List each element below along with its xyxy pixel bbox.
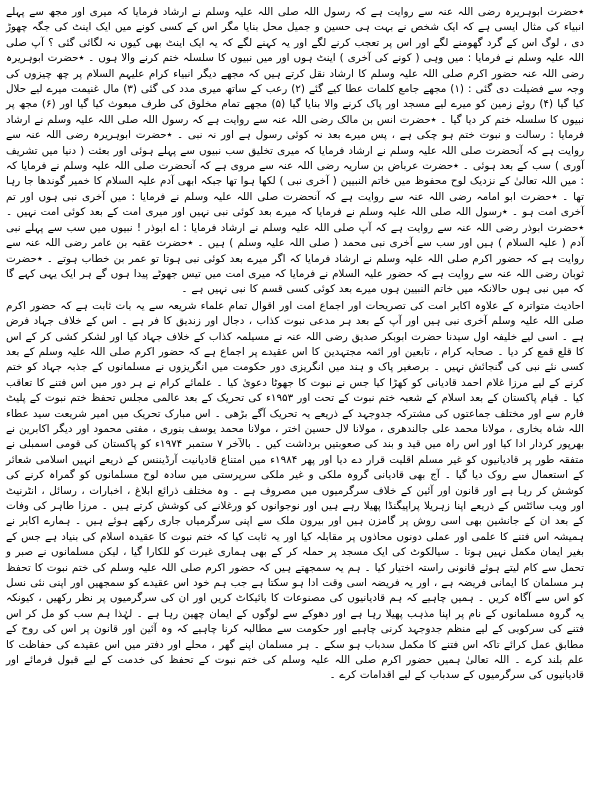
commentary-paragraph: احادیث متواترہ کے علاوہ اکابر امت کی تصریحات اور اجماع امت اور اقوال تمام علماء شریعہ سے یہ بات ثابت ہے کہ حضور اکرم صلی اللہ علیہ وسلم آخری نبی ہیں اور آپ کے بعد ہر مدعی نبوت کذاب ، دجال اور زندیق کا فر ہے ۔ اس کے خلاف جہاد فرض ہے ۔ اسی لیے خلیفہ اول سیدنا حضرت ابوبکر صدیق رضی اللہ عنہ نے مسیلمہ کذاب کے خلاف جہاد کیا اور لشکر کشی کر کے اس کا قلع قمع کر دیا ۔ صحابہ کرام ، تابعین اور ائمہ مجتہدین کا اس عقیدے پر اجماع ہے کہ حضور اکرم صلی اللہ علیہ وسلم کے بعد کسی نئے نبی کی گنجائش نہیں ۔ برصغیر پاک و ہند میں انگریزی دور حکومت میں انگریزوں نے مسلمانوں کے جذبہ جہاد کو ختم کرنے کے لیے مرزا غلام احمد قادیانی کو کھڑا کیا جس نے نبوت کا جھوٹا دعویٰ کیا ۔ علمائے کرام نے ہر دور میں اس فتنے کا تعاقب کیا ۔ قیام پاکستان کے بعد اسلام کے شعبہ ختم نبوت کے تحت اور ۱۹۵۳ء کی تحریک کے بعد عالمی مجلس تحفظ ختم نبوت کے پلیٹ فارم سے اور مختلف جماعتوں کی مشترکہ جدوجہد کے ذریعے یہ تحریک آگے بڑھی ۔ اس مبارک تحریک میں امیر شریعت سید عطاء اللہ شاہ بخاری ، مولانا محمد علی جالندھری ، مولانا لال حسین اختر ، مولانا محمد یوسف بنوری ، مفتی محمود اور دیگر اکابرین نے بھرپور کردار ادا کیا اور اس راہ میں قید و بند کی صعوبتیں برداشت کیں ۔ بالآخر ۷ ستمبر ۱۹۷۴ء کو پاکستان کی قومی اسمبلی نے متفقہ طور پر قادیانیوں کو غیر مسلم اقلیت قرار دے دیا اور پھر ۱۹۸۴ء میں امتناع قادیانیت آرڈیننس کے ذریعے انہیں اسلامی شعائر کے استعمال سے روک دیا گیا ۔ آج بھی قادیانی گروہ ملکی و غیر ملکی سرپرستی میں سادہ لوح مسلمانوں کو گمراہ کرنے کی کوشش کر رہا ہے اور قانون اور آئین کے خلاف سرگرمیوں میں مصروف ہے ۔ وہ مختلف ذرائع ابلاغ ، اخبارات ، رسائل ، انٹرنیٹ اور ویب سائٹس کے ذریعے اپنا زہریلا پراپیگنڈا پھیلا رہے ہیں اور نوجوانوں کو ورغلانے کی کوشش کرتے ہیں ۔ مرزا طاہر کی وفات کے بعد ان کے جانشین بھی اسی روش پر گامزن ہیں اور بیرون ملک سے اپنی سرگرمیاں جاری رکھے ہوئے ہیں ۔ ہمارے اکابر نے ہمیشہ اس فتنے کا علمی اور عملی دونوں محاذوں پر مقابلہ کیا اور یہ ثابت کیا کہ ختم نبوت کا عقیدہ اسلام کی بنیاد ہے جس کے بغیر ایمان مکمل نہیں ہوتا ۔ سیالکوٹ کی ایک مسجد پر حملہ کر کے بھی ہماری غیرت کو للکارا گیا ، لیکن مسلمانوں نے صبر و تحمل سے کام لیتے ہوئے قانونی راستہ اختیار کیا ۔ ہم یہ سمجھتے ہیں کہ حضور اکرم صلی اللہ علیہ وسلم کی ختم نبوت کا تحفظ ہر مسلمان کا ایمانی فریضہ ہے ، اور یہ فریضہ اسی وقت ادا ہو سکتا ہے جب ہم خود اس عقیدے کو سمجھیں اور اپنی نئی نسل کو اس سے آگاہ کریں ۔ ہمیں چاہیے کہ ہم قادیانیوں کی مصنوعات کا بائیکاٹ کریں اور ان کی سرگرمیوں پر نظر رکھیں ، کیونکہ یہ گروہ مسلمانوں کے نام پر اپنا مذہب پھیلا رہا ہے اور دھوکے سے لوگوں کے ایمان چھین رہا ہے ۔ لہٰذا ہم سب کو مل کر اس فتنے کی سرکوبی کے لیے منظم جدوجہد کرنی چاہیے اور حکومت سے مطالبہ کرنا چاہیے کہ وہ آئین اور قانون پر اس کی روح کے مطابق عمل کرائے تاکہ اس فتنے کا مکمل سدباب ہو سکے ۔ ہر مسلمان اپنے گھر ، محلے اور دفتر میں اس عقیدے کی حفاظت کا علم بلند کرے ۔ اللہ تعالیٰ ہمیں حضور اکرم صلی اللہ علیہ وسلم کی ختم نبوت کے تحفظ کی خدمت کے لیے قبول فرمائے اور قادیانیوں کی سرگرمیوں کے سدباب کے لیے اقدامات کرے ۔: [6, 299, 584, 682]
hadith-paragraph: ٭حضرت ابوہریرہ رضی اللہ عنہ سے روایت ہے کہ رسول اللہ صلی اللہ علیہ وسلم نے ارشاد فرمایا کہ میری اور مجھ سے پہلے انبیاء کی مثال ایسی ہے کہ ایک شخص نے بہت ہی حسین و جمیل محل بنایا مگر اس کے کسی کونے میں ایک اینٹ کی جگہ چھوڑ دی ، لوگ اس کے گرد گھومنے لگے اور اس پر تعجب کرنے لگے اور یہ کہنے لگے کہ یہ ایک اینٹ بھی کیوں نہ لگائی گئی ؟ آپ صلی اللہ علیہ وسلم نے فرمایا : میں وہی ( کونے کی آخری ) اینٹ ہوں اور میں نبیوں کا سلسلہ ختم کرنے والا ہوں ۔ ٭حضرت ابوہریرہ رضی اللہ عنہ حضور اکرم صلی اللہ علیہ وسلم کا ارشاد نقل کرتے ہیں کہ مجھے دیگر انبیاء کرام علیہم السلام پر چھ چیزوں کی وجہ سے فضیلت دی گئی : (۱) مجھے جامع کلمات عطا کیے گئے (۲) رعب کے ساتھ میری مدد کی گئی (۳) مال غنیمت میرے لیے حلال کیا گیا (۴) روئے زمین کو میرے لیے مسجد اور پاک کرنے والا بنایا گیا (۵) مجھے تمام مخلوق کی طرف مبعوث کیا گیا اور (۶) مجھ پر نبیوں کا سلسلہ ختم کر دیا گیا ۔ ٭حضرت انس بن مالک رضی اللہ عنہ سے روایت ہے کہ رسول اللہ صلی اللہ علیہ وسلم نے ارشاد فرمایا : رسالت و نبوت ختم ہو چکی ہے ، پس میرے بعد نہ کوئی رسول ہے اور نہ نبی ۔ ٭حضرت ابوہریرہ رضی اللہ عنہ سے روایت ہے کہ آنحضرت صلی اللہ علیہ وسلم نے ارشاد فرمایا کہ میری تخلیق سب نبیوں سے پہلے ہوئی اور بعثت ( دنیا میں تشریف آوری ) سب کے بعد ہوئی ۔ ٭حضرت عرباض بن ساریہ رضی اللہ عنہ سے مروی ہے کہ آنحضرت صلی اللہ علیہ وسلم نے فرمایا کہ : میں اللہ تعالیٰ کے نزدیک لوح محفوظ میں خاتم النبیین ( آخری نبی ) لکھا ہوا تھا جبکہ ابھی آدم علیہ السلام کا خمیر گوندھا جا رہا تھا ۔ ٭حضرت ابو امامہ رضی اللہ عنہ سے روایت ہے کہ آنحضرت صلی اللہ علیہ وسلم نے فرمایا : میں آخری نبی ہوں اور تم آخری امت ہو ۔ ٭رسول اللہ صلی اللہ علیہ وسلم نے فرمایا کہ میرے بعد کوئی نبی نہیں اور میری امت کے بعد کوئی امت نہیں ۔ ٭حضرت ابوذر رضی اللہ عنہ سے روایت ہے کہ آپ صلی اللہ علیہ وسلم نے ارشاد فرمایا : اے ابوذر ! نبیوں میں سب سے پہلے نبی آدم ( علیہ السلام ) ہیں اور سب سے آخری نبی محمد ( صلی اللہ علیہ وسلم ) ہیں ۔ ٭حضرت عقبہ بن عامر رضی اللہ عنہ سے روایت ہے کہ حضور اکرم صلی اللہ علیہ وسلم نے ارشاد فرمایا کہ اگر میرے بعد کوئی نبی ہوتا تو عمر بن خطاب ہوتے ۔ ٭حضرت ثوبان رضی اللہ عنہ سے روایت ہے کہ حضور علیہ السلام نے فرمایا کہ میری امت میں تیس جھوٹے پیدا ہوں گے ہر ایک یہی کہے گا کہ میں نبی ہوں حالانکہ میں خاتم النبیین ہوں میرے بعد کوئی کسی قسم کا نبی نہیں ہے ۔: [6, 6, 585, 296]
